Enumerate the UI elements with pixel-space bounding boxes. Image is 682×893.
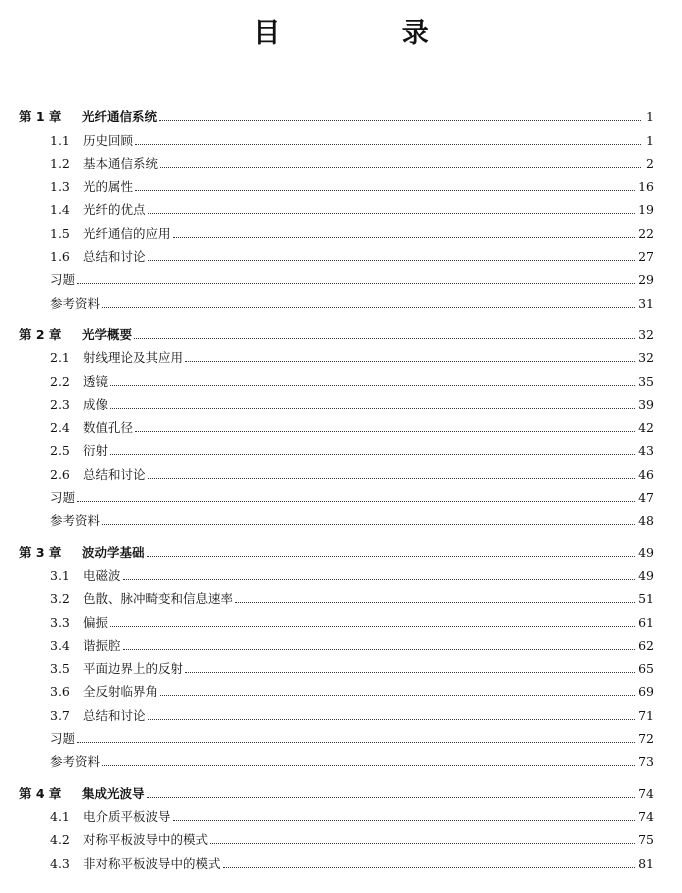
toc-entry-title: 光学概要 <box>82 326 133 342</box>
toc-entry-number: 3.3 <box>50 614 70 630</box>
dot-leader <box>148 260 636 261</box>
toc-entry-number: 3.1 <box>50 567 70 583</box>
toc-entry-title: 习题 <box>50 272 76 288</box>
toc-entry-title: 光纤通信的应用 <box>83 225 171 241</box>
toc-entry-page-number: 32 <box>638 350 654 366</box>
table-of-contents <box>0 101 682 871</box>
toc-section-entry[interactable] <box>0 435 682 458</box>
toc-entry-title: 波动学基础 <box>82 544 145 560</box>
toc-entry-page-number: 39 <box>638 396 654 412</box>
toc-entry-number: 3.6 <box>50 684 70 700</box>
toc-entry-page-number: 47 <box>638 490 654 506</box>
dot-leader <box>77 283 635 284</box>
toc-section-entry[interactable] <box>0 560 682 583</box>
toc-entry-title: 全反射临界角 <box>83 684 159 700</box>
dot-leader <box>135 144 641 145</box>
toc-section-entry[interactable] <box>0 699 682 722</box>
toc-entry-number: 2.2 <box>50 373 70 389</box>
toc-entry-number: 2.6 <box>50 466 70 482</box>
toc-section-entry[interactable] <box>0 217 682 240</box>
toc-section-entry[interactable] <box>0 583 682 606</box>
dot-leader <box>77 742 635 743</box>
toc-section-entry[interactable] <box>0 676 682 699</box>
toc-entry-title: 电介质平板波导 <box>83 808 171 824</box>
toc-entry-number: 4.2 <box>50 832 70 848</box>
dot-leader <box>223 867 636 868</box>
toc-entry-page-number: 31 <box>638 295 654 311</box>
toc-extra-entry[interactable] <box>0 746 682 769</box>
dot-leader <box>135 190 635 191</box>
toc-entry-page-number: 19 <box>638 202 654 218</box>
dot-leader <box>235 602 635 603</box>
toc-entry-number: 2.4 <box>50 420 70 436</box>
toc-entry-page-number: 81 <box>638 855 654 871</box>
dot-leader <box>148 478 636 479</box>
toc-entry-title: 电磁波 <box>83 567 121 583</box>
toc-entry-number: 第 2 章 <box>19 326 62 342</box>
toc-entry-title: 光的属性 <box>83 179 134 195</box>
toc-entry-title: 历史回顾 <box>83 132 134 148</box>
dot-leader <box>185 361 635 362</box>
toc-entry-page-number: 43 <box>638 443 654 459</box>
dot-leader <box>160 695 635 696</box>
toc-entry-number: 1.3 <box>50 179 70 195</box>
toc-entry-title: 参考资料 <box>50 295 101 311</box>
toc-entry-title: 总结和讨论 <box>83 707 146 723</box>
toc-entry-page-number: 75 <box>638 832 654 848</box>
toc-entry-number: 4.1 <box>50 808 70 824</box>
toc-entry-page-number: 51 <box>638 591 654 607</box>
toc-entry-number: 第 1 章 <box>19 109 62 125</box>
toc-entry-page-number: 71 <box>638 707 654 723</box>
dot-leader <box>147 797 636 798</box>
dot-leader <box>210 843 635 844</box>
toc-section-entry[interactable] <box>0 412 682 435</box>
toc-chapter-entry[interactable] <box>0 777 682 800</box>
toc-section-entry[interactable] <box>0 124 682 147</box>
toc-entry-number: 2.5 <box>50 443 70 459</box>
toc-entry-title: 对称平板波导中的模式 <box>83 832 209 848</box>
toc-entry-title: 光纤的优点 <box>83 202 146 218</box>
dot-leader <box>77 501 635 502</box>
toc-chapter-entry[interactable] <box>0 536 682 559</box>
toc-entry-title: 总结和讨论 <box>83 249 146 265</box>
toc-entry-number: 1.2 <box>50 155 70 171</box>
toc-entry-page-number: 42 <box>638 420 654 436</box>
toc-entry-page-number: 29 <box>638 272 654 288</box>
dot-leader <box>148 213 636 214</box>
toc-entry-page-number: 1 <box>646 132 654 148</box>
toc-section-entry[interactable] <box>0 171 682 194</box>
toc-extra-entry[interactable] <box>0 287 682 310</box>
toc-section-entry[interactable] <box>0 824 682 847</box>
toc-entry-title: 基本通信系统 <box>83 155 159 171</box>
toc-entry-number: 1.4 <box>50 202 70 218</box>
toc-entry-page-number: 74 <box>638 808 654 824</box>
toc-entry-title: 参考资料 <box>50 513 101 529</box>
toc-entry-title: 参考资料 <box>50 754 101 770</box>
dot-leader <box>185 672 635 673</box>
toc-section-entry[interactable] <box>0 194 682 217</box>
dot-leader <box>173 237 636 238</box>
toc-entry-page-number: 49 <box>638 567 654 583</box>
toc-entry-title: 偏振 <box>83 614 109 630</box>
dot-leader <box>159 120 641 121</box>
toc-entry-title: 总结和讨论 <box>83 466 146 482</box>
toc-entry-title: 习题 <box>50 490 76 506</box>
toc-entry-page-number: 69 <box>638 684 654 700</box>
toc-entry-page-number: 49 <box>638 544 654 560</box>
toc-entry-title: 衍射 <box>83 443 109 459</box>
toc-section-entry[interactable] <box>0 458 682 481</box>
toc-entry-title: 光纤通信系统 <box>82 109 158 125</box>
dot-leader <box>102 307 635 308</box>
dot-leader <box>173 820 636 821</box>
toc-entry-page-number: 73 <box>638 754 654 770</box>
toc-entry-number: 第 3 章 <box>19 544 62 560</box>
toc-entry-page-number: 48 <box>638 513 654 529</box>
toc-extra-entry[interactable] <box>0 482 682 505</box>
toc-entry-number: 2.1 <box>50 350 70 366</box>
dot-leader <box>123 579 636 580</box>
toc-entry-number: 2.3 <box>50 396 70 412</box>
toc-entry-title: 谐振腔 <box>83 637 121 653</box>
toc-extra-entry[interactable] <box>0 723 682 746</box>
toc-entry-number: 1.6 <box>50 249 70 265</box>
dot-leader <box>135 431 635 432</box>
toc-section-entry[interactable] <box>0 801 682 824</box>
dot-leader <box>148 719 636 720</box>
toc-entry-title: 数值孔径 <box>83 420 134 436</box>
toc-entry-page-number: 16 <box>638 179 654 195</box>
toc-section-entry[interactable] <box>0 148 682 171</box>
toc-entry-number: 3.2 <box>50 591 70 607</box>
toc-section-entry[interactable] <box>0 630 682 653</box>
toc-entry-title: 非对称平板波导中的模式 <box>83 855 221 871</box>
toc-extra-entry[interactable] <box>0 264 682 287</box>
dot-leader <box>134 338 635 339</box>
dot-leader <box>102 524 635 525</box>
dot-leader <box>123 649 636 650</box>
toc-entry-page-number: 35 <box>638 373 654 389</box>
toc-entry-page-number: 61 <box>638 614 654 630</box>
toc-entry-number: 3.7 <box>50 707 70 723</box>
toc-entry-page-number: 32 <box>638 326 654 342</box>
page-title: 目 录 <box>253 18 485 49</box>
toc-entry-title: 色散、脉冲畸变和信息速率 <box>83 591 234 607</box>
dot-leader <box>110 454 635 455</box>
dot-leader <box>110 385 635 386</box>
toc-entry-number: 1.1 <box>50 132 70 148</box>
toc-entry-page-number: 2 <box>646 155 654 171</box>
toc-entry-number: 1.5 <box>50 225 70 241</box>
dot-leader <box>102 765 635 766</box>
toc-entry-page-number: 22 <box>638 225 654 241</box>
toc-entry-page-number: 46 <box>638 466 654 482</box>
toc-entry-title: 透镜 <box>83 373 109 389</box>
toc-entry-title: 射线理论及其应用 <box>83 350 184 366</box>
toc-extra-entry[interactable] <box>0 505 682 528</box>
toc-entry-page-number: 74 <box>638 785 654 801</box>
toc-entry-page-number: 72 <box>638 731 654 747</box>
toc-chapter-entry[interactable] <box>0 101 682 124</box>
toc-entry-number: 3.4 <box>50 637 70 653</box>
toc-entry-number: 4.3 <box>50 855 70 871</box>
dot-leader <box>110 408 635 409</box>
toc-entry-title: 平面边界上的反射 <box>83 661 184 677</box>
dot-leader <box>110 626 635 627</box>
toc-entry-page-number: 27 <box>638 249 654 265</box>
toc-entry-page-number: 62 <box>638 637 654 653</box>
toc-chapter-entry[interactable] <box>0 319 682 342</box>
toc-entry-page-number: 1 <box>646 109 654 125</box>
toc-section-entry[interactable] <box>0 653 682 676</box>
toc-entry-title: 集成光波导 <box>82 785 145 801</box>
toc-entry-title: 成像 <box>83 396 109 412</box>
toc-section-entry[interactable] <box>0 365 682 388</box>
toc-section-entry[interactable] <box>0 241 682 264</box>
toc-entry-page-number: 65 <box>638 661 654 677</box>
toc-section-entry[interactable] <box>0 606 682 629</box>
toc-section-entry[interactable] <box>0 389 682 412</box>
toc-entry-number: 3.5 <box>50 661 70 677</box>
dot-leader <box>147 556 636 557</box>
toc-section-entry[interactable] <box>0 847 682 870</box>
toc-entry-number: 第 4 章 <box>19 785 62 801</box>
dot-leader <box>160 167 641 168</box>
toc-entry-title: 习题 <box>50 731 76 747</box>
toc-section-entry[interactable] <box>0 342 682 365</box>
